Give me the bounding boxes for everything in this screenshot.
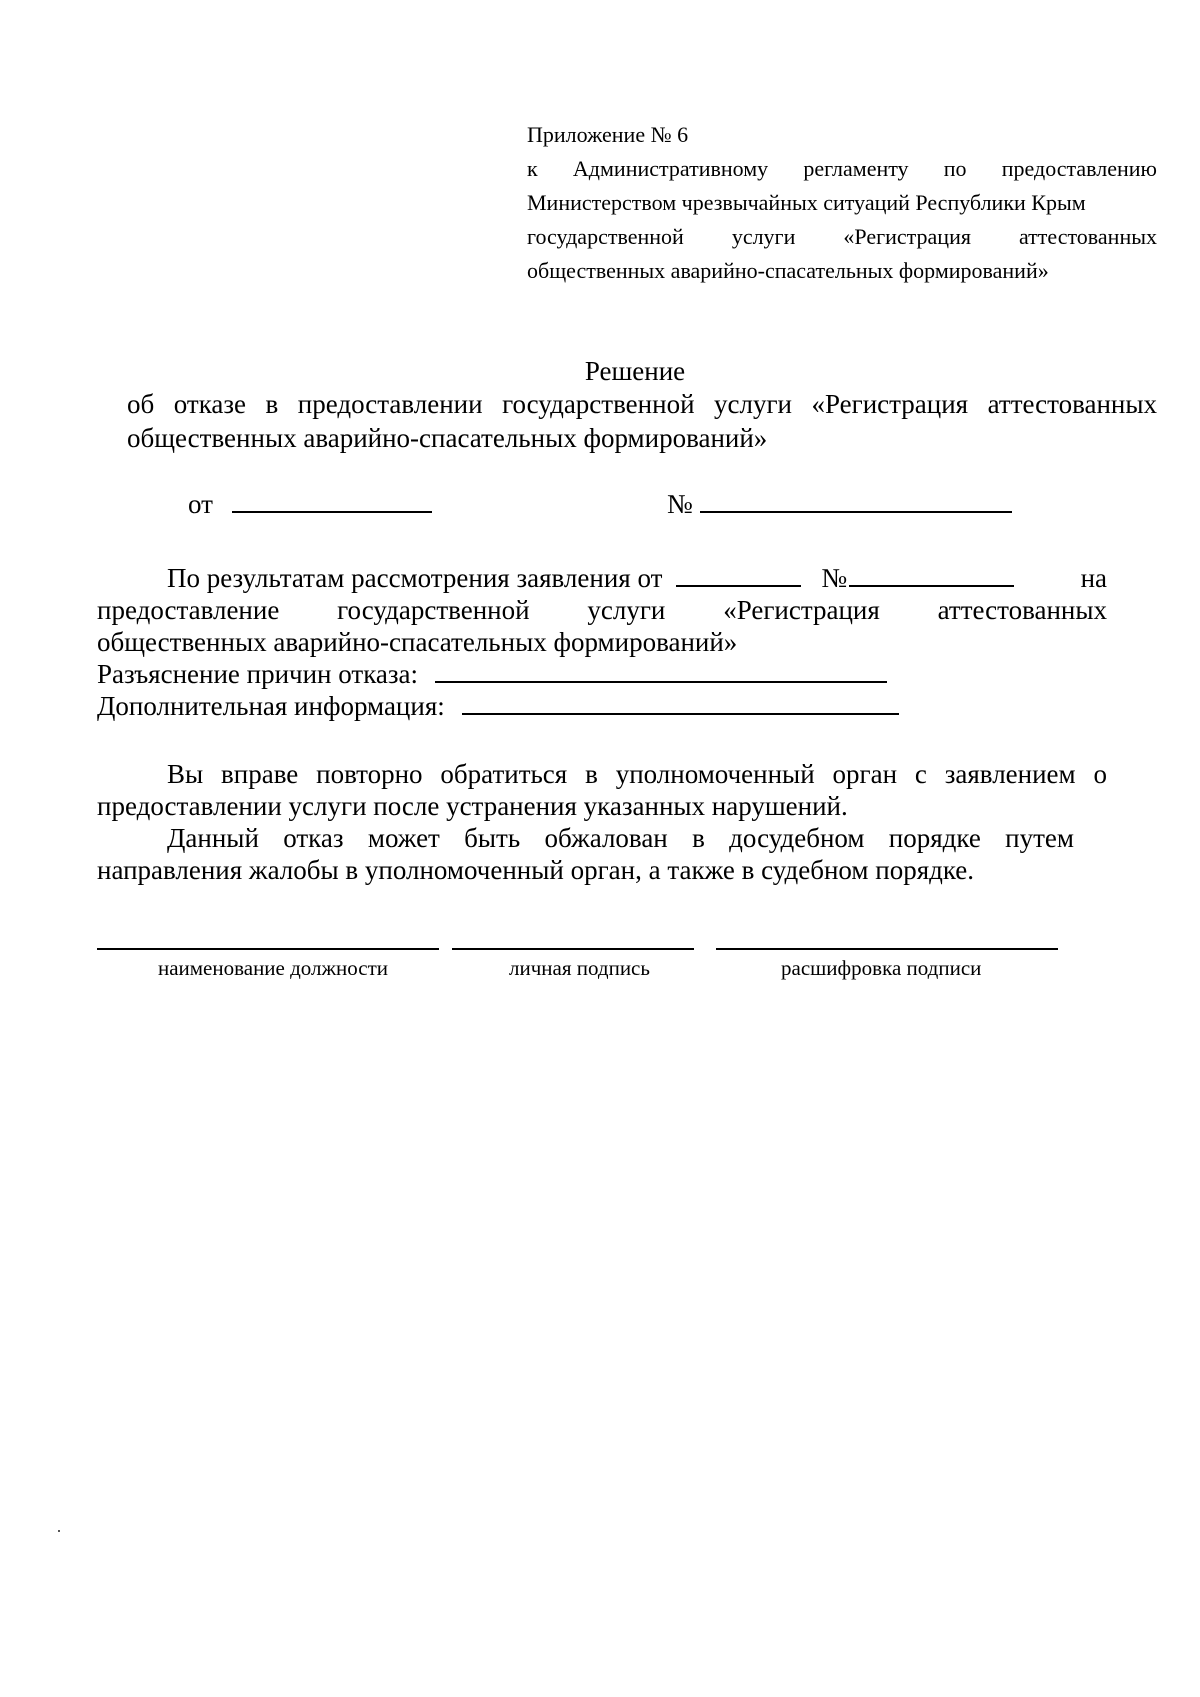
- document-title: Решение: [584, 356, 686, 386]
- appendix-number: Приложение № 6: [527, 122, 689, 147]
- application-line-1: [97, 562, 1107, 594]
- info-blank[interactable]: [462, 691, 899, 715]
- date-blank[interactable]: [232, 489, 432, 513]
- number-field: [667, 488, 1012, 520]
- application-line-3: общественных аварийно-спасательных формирований»: [97, 627, 738, 657]
- paragraph-application: [97, 562, 1107, 722]
- document-subtitle: [127, 387, 1157, 455]
- application-prefix: По результатам рассмотрения заявления от: [167, 563, 663, 593]
- personal-signature-line[interactable]: [452, 948, 694, 950]
- appendix-line-4: общественных аварийно-спасательных формирований»: [527, 258, 1049, 283]
- appeal-text: Данный отказ может быть обжалован в досудебном порядке путем направления жалобы в уполномоченный орган, а также в судебном порядке.: [97, 823, 1074, 885]
- reason-row: [97, 658, 1107, 690]
- appendix-line-3: государственной услуги «Регистрация аттестованных: [527, 224, 1157, 249]
- position-label: наименование должности: [157, 956, 389, 980]
- appendix-line-1: к Административному регламенту по предоставлению: [527, 156, 1157, 181]
- personal-signature-label: личная подпись: [509, 956, 650, 980]
- appendix-line-2: Министерством чрезвычайных ситуаций Республики Крым: [527, 190, 1086, 215]
- paragraph-reapply: [97, 758, 1107, 886]
- info-row: [97, 690, 1107, 722]
- date-label: от: [188, 489, 213, 519]
- application-number-label: №: [821, 563, 848, 593]
- reason-label: Разъяснение причин отказа:: [97, 659, 419, 689]
- application-number-blank[interactable]: [849, 563, 1014, 587]
- application-line-2: предоставление государственной услуги «Регистрация аттестованных: [97, 595, 1107, 625]
- decoding-signature-line[interactable]: [716, 948, 1058, 950]
- decoding-label: расшифровка подписи: [781, 956, 982, 980]
- info-label: Дополнительная информация:: [97, 691, 445, 721]
- number-label: №: [667, 489, 693, 519]
- subtitle-line-1: об отказе в предоставлении государственной услуги «Регистрация аттестованных: [127, 389, 1157, 419]
- appendix-header: [527, 118, 1157, 288]
- reason-blank[interactable]: [435, 659, 887, 683]
- number-blank[interactable]: [700, 489, 1012, 513]
- application-suffix: на: [1080, 563, 1107, 593]
- application-date-blank[interactable]: [676, 563, 801, 587]
- reapply-text: Вы вправе повторно обратиться в уполномоченный орган с заявлением о предоставлении услуги после устранения указанных нарушений.: [97, 759, 1107, 821]
- subtitle-line-2: общественных аварийно-спасательных формирований»: [127, 423, 768, 453]
- position-signature-line[interactable]: [97, 948, 439, 950]
- scan-speck: [58, 1530, 60, 1532]
- date-field: [188, 488, 432, 520]
